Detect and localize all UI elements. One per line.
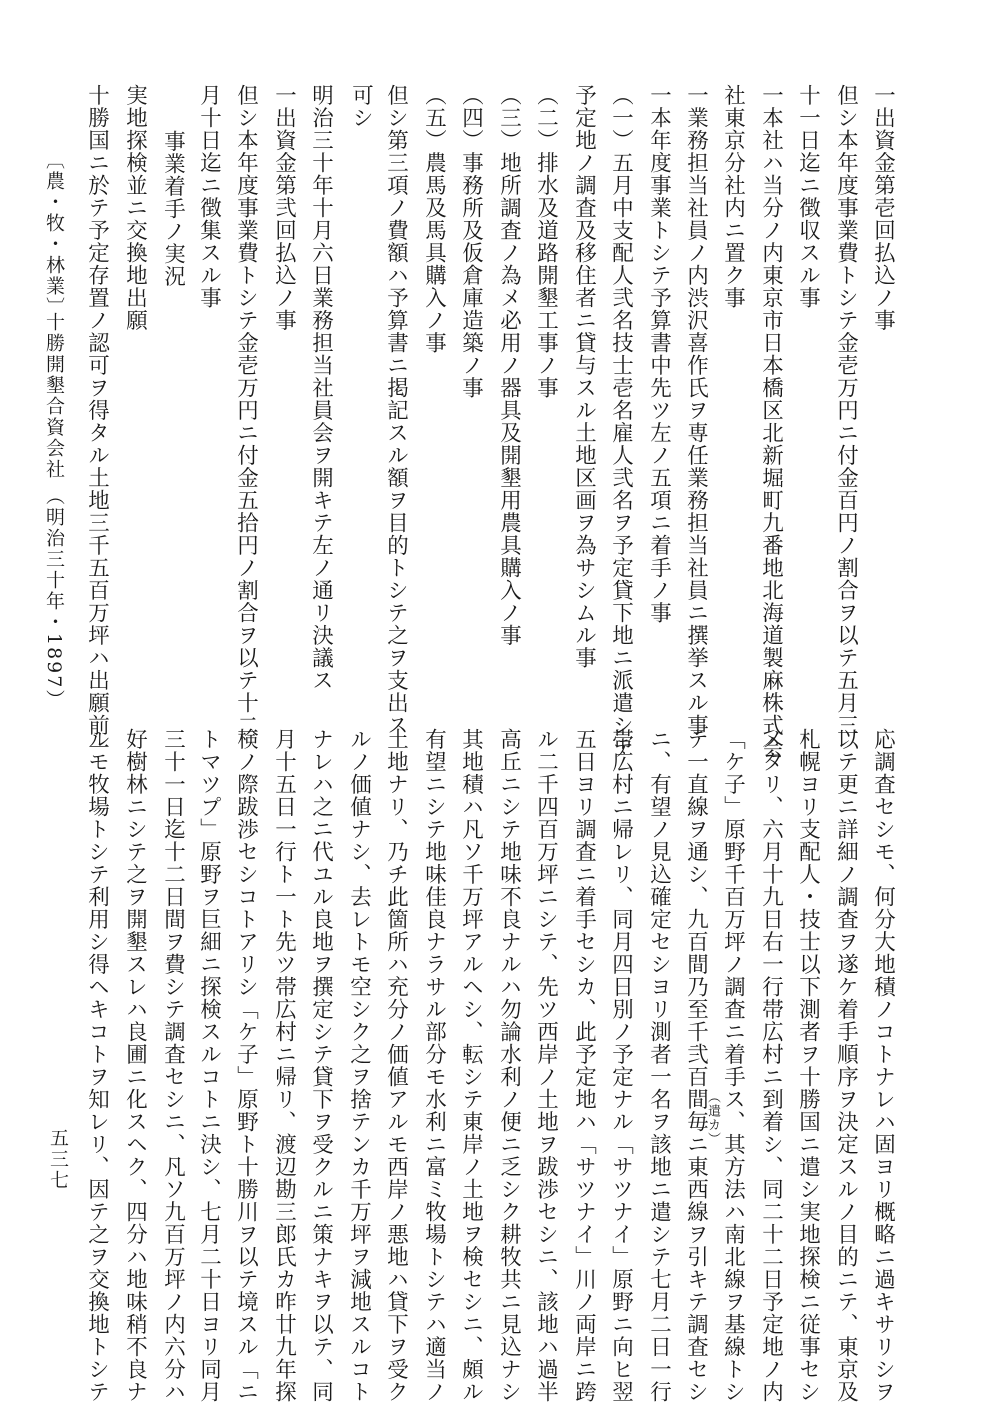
lower-line-18: 検ノ際跋渉セシコトアリシ「ケ子」原野ト十勝川ヲ以テ境スル「ニ [233, 728, 259, 1403]
upper-line-9: 予定地ノ調査及移住者ニ貸与スル土地区画ヲ為サシムル事 [571, 84, 597, 669]
upper-line-14: 但シ第三項ノ費額ハ予算書ニ掲記スル額ヲ目的トシテ之ヲ支出ス [383, 84, 409, 737]
section-heading-2: 実地探検並ニ交換地出願 [122, 84, 148, 332]
lower-line-10: ル二千四百万坪ニシテ、先ツ西岸ノ土地ヲ跋渉セシニ、該地ハ過半 [533, 728, 559, 1403]
upper-line-19: 月十日迄ニ徴集スル事 [196, 84, 222, 309]
upper-line-2: 但シ本年度事業費トシテ金壱万円ニ付金百円ノ割合ヲ以テ五月三 [833, 84, 859, 737]
upper-line-12: （四）事務所及仮倉庫造築ノ事 [458, 84, 484, 399]
lower-line-6: テ一直線ヲ通シ、九百間乃至千弐百間毎ニ東西線ヲ引キテ調査セシ [683, 728, 709, 1403]
upper-line-10: （二）排水及道路開墾工事ノ事 [533, 84, 559, 399]
editorial-annotation: （遣カ） [705, 1090, 720, 1146]
upper-line-22: 十勝国ニ於テ予定存置ノ認可ヲ得タル土地三千五百万坪ハ出願前一 [84, 84, 110, 759]
header-category: 〔農・牧・林業〕 [43, 150, 65, 318]
lower-line-12: 其地積ハ凡ソ千万坪アルヘシ、転シテ東岸ノ土地ヲ検セシニ、頗ル [458, 728, 484, 1403]
upper-line-13: （五）農馬及馬具購入ノ事 [421, 84, 447, 354]
lower-line-1: 応調査セシモ、何分大地積ノコトナレハ固ヨリ概略ニ過キサリシヲ [870, 728, 896, 1403]
lower-line-22: ルモ牧場トシテ利用シ得ヘキコトヲ知レリ、因テ之ヲ交換地トシテ [84, 728, 110, 1403]
lower-line-16: ナレハ之ニ代ユル良地ヲ撰定シテ貸下ヲ受クルニ策ナキヲ以テ、同 [308, 728, 334, 1403]
lower-line-7: ニ、有望ノ見込確定セシヨリ測者一名ヲ該地ニ遣シテ七月二日一行 [646, 728, 672, 1403]
lower-line-14: 土地ナリ、乃チ此箇所ハ充分ノ価値アルモ西岸ノ悪地ハ貸下ヲ受ク [383, 728, 409, 1403]
lower-line-15: ルノ価値ナシ、去レトモ空シク之ヲ捨テンカ千万坪ヲ減地スルコト [346, 728, 372, 1403]
lower-line-17: 月十五日一行ト一ト先ツ帯広村ニ帰リ、渡辺勘三郎氏カ昨廿九年探 [271, 728, 297, 1403]
upper-line-1: 一出資金第壱回払込ノ事 [870, 84, 896, 332]
lower-line-20: 三十一日迄十二日間ヲ費シテ調査セシニ、凡ソ九百万坪ノ内六分ハ [160, 728, 186, 1403]
upper-line-16: 明治三十年十月六日業務担当社員会ヲ開キテ左ノ通リ決議ス [308, 84, 334, 692]
lower-line-9: 五日ヨリ調査ニ着手セシカ、此予定地ハ「サツナイ」川ノ両岸ニ跨 [571, 728, 597, 1403]
upper-line-6: 一業務担当社員ノ内渋沢喜作氏ヲ専任業務担当社員ニ撰挙スル事 [683, 84, 709, 737]
lower-line-2: 以テ更ニ詳細ノ調査ヲ遂ケ着手順序ヲ決定スルノ目的ニテ、東京及 [833, 728, 859, 1403]
section-heading-1: 事業着手ノ実況 [160, 130, 186, 288]
upper-line-3: 十一日迄ニ徴収スル事 [795, 84, 821, 309]
upper-line-17: 一出資金第弐回払込ノ事 [271, 84, 297, 332]
upper-line-7: 一本年度事業トシテ予算書中先ツ左ノ五項ニ着手ノ事 [646, 84, 672, 624]
lower-line-5: 「ケ子」原野千百万坪ノ調査ニ着手ス、其方法ハ南北線ヲ基線トシ [720, 728, 746, 1403]
upper-line-8: （一）五月中支配人弐名技士壱名雇人弐名ヲ予定貸下地ニ派遣シテ [608, 84, 634, 759]
page-number: 五三七 [47, 1128, 69, 1191]
lower-line-11: 高丘ニシテ地味不良ナルハ勿論水利ノ便ニ乏シク耕牧共ニ見込ナシ [496, 728, 522, 1403]
lower-line-4: メタリ、六月十九日右一行帯広村ニ到着シ、同二十二日予定地ノ内 [758, 728, 784, 1403]
upper-line-11: （三）地所調査ノ為メ必用ノ器具及開墾用農具購入ノ事 [496, 84, 522, 647]
lower-line-21: 好樹林ニシテ之ヲ開墾スレハ良圃ニ化スヘク、四分ハ地味稍不良ナ [122, 728, 148, 1403]
lower-line-13: 有望ニシテ地味佳良ナラサル部分モ水利ニ富ミ牧場トシテハ適当ノ [421, 728, 447, 1403]
lower-line-3: 札幌ヨリ支配人・技士以下測者ヲ十勝国ニ遣シ実地探検ニ従事セシ [795, 728, 821, 1403]
header-company: 十勝開墾合資会社 [43, 312, 65, 480]
lower-line-19: トマツプ」原野ヲ巨細ニ探検スルコトニ決シ、七月二十日ヨリ同月 [196, 728, 222, 1403]
upper-line-15: 可シ [348, 84, 374, 129]
header-era: （明治三十年・1897） [43, 486, 65, 711]
upper-line-5: 社東京分社内ニ置ク事 [720, 84, 746, 309]
upper-line-18: 但シ本年度事業費トシテ金壱万円ニ付金五拾円ノ割合ヲ以テ十二 [233, 84, 259, 737]
upper-line-4: 一本社ハ当分ノ内東京市日本橋区北新堀町九番地北海道製麻株式会 [758, 84, 784, 759]
lower-line-8: 帯広村ニ帰レリ、同月四日別ノ予定ナル「サツナイ」原野ニ向ヒ翌 [608, 728, 634, 1403]
